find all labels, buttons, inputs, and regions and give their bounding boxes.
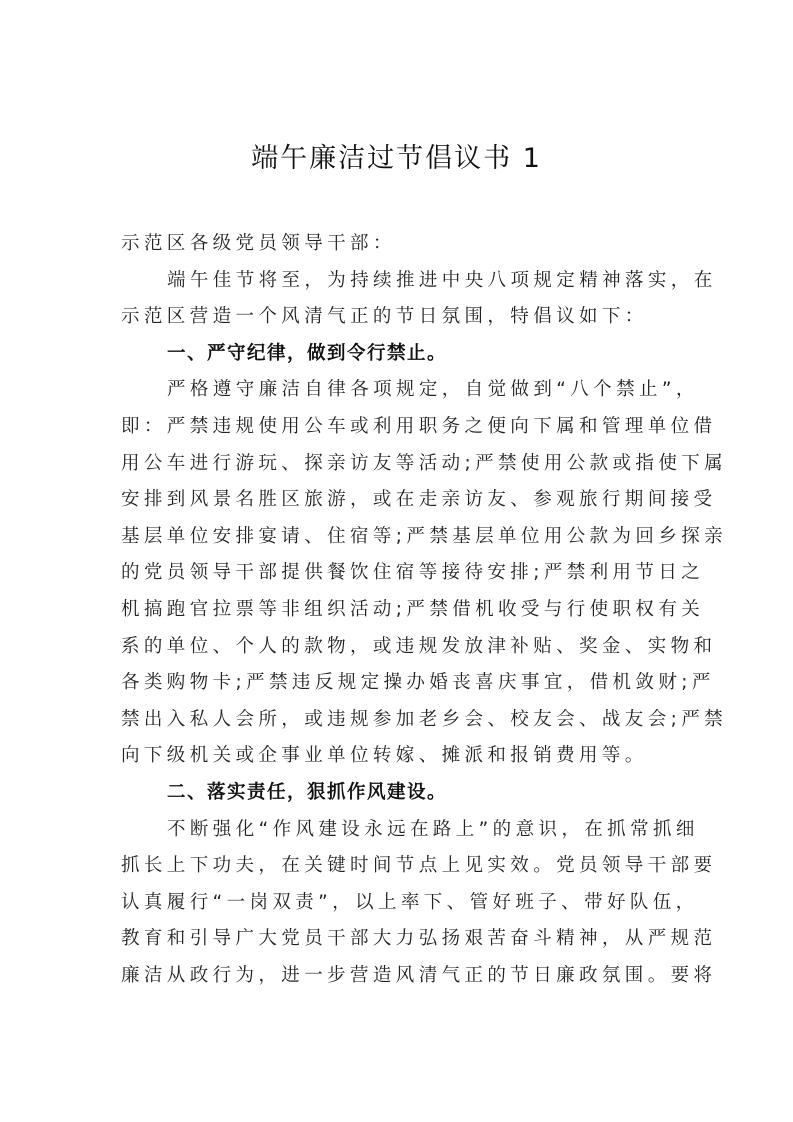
paragraph-line: 教育和引导广大党员干部大力弘扬艰苦奋斗精神，从严规范 bbox=[121, 928, 717, 950]
paragraph-line: 严格遵守廉洁自律各项规定，自觉做到“八个禁止”， bbox=[167, 379, 699, 401]
paragraph-line: 不断强化“作风建设永远在路上”的意识，在抓常抓细 bbox=[167, 818, 699, 840]
section-heading: 一、严守纪律，做到令行禁止。 bbox=[167, 342, 448, 364]
paragraph-line: 各类购物卡;严禁违反规定操办婚丧喜庆事宜，借机敛财;严 bbox=[121, 672, 715, 694]
document-title: 端午廉洁过节倡议书 1 bbox=[251, 143, 542, 174]
paragraph-line: 廉洁从政行为，进一步营造风清气正的节日廉政氛围。要将 bbox=[121, 964, 717, 986]
paragraph-line: 端午佳节将至，为持续推进中央八项规定精神落实，在 bbox=[167, 269, 717, 291]
paragraph-line: 示范区各级党员领导干部： bbox=[121, 233, 396, 254]
paragraph-line: 向下级机关或企事业单位转嫁、摊派和报销费用等。 bbox=[121, 745, 648, 767]
paragraph-line: 即：严禁违规使用公车或利用职务之便向下属和管理单位借 bbox=[121, 415, 717, 437]
paragraph-line: 的党员领导干部提供餐饮住宿等接待安排;严禁利用节日之 bbox=[121, 562, 705, 584]
paragraph-line: 系的单位、个人的款物，或违规发放津补贴、奖金、实物和 bbox=[121, 635, 717, 657]
paragraph-line: 安排到风景名胜区旅游，或在走亲访友、参观旅行期间接受 bbox=[121, 489, 717, 511]
paragraph-line: 机搞跑官拉票等非组织活动;严禁借机收受与行使职权有关 bbox=[121, 598, 705, 620]
paragraph-line: 用公车进行游玩、探亲访友等活动;严禁使用公款或指使下属 bbox=[121, 452, 728, 474]
section-heading: 二、落实责任，狠抓作风建设。 bbox=[167, 781, 448, 803]
paragraph-line: 抓长上下功夫，在关键时间节点上见实效。党员领导干部要 bbox=[121, 855, 717, 877]
paragraph-line: 认真履行“一岗双责”，以上率下、管好班子、带好队伍， bbox=[121, 891, 699, 913]
document-body bbox=[121, 226, 728, 994]
paragraph-line: 基层单位安排宴请、住宿等;严禁基层单位用公款为回乡探亲 bbox=[121, 525, 728, 547]
paragraph-line: 示范区营造一个风清气正的节日氛围，特倡议如下： bbox=[121, 306, 648, 328]
paragraph-line: 禁出入私人会所，或违规参加老乡会、校友会、战友会;严禁 bbox=[121, 708, 728, 730]
